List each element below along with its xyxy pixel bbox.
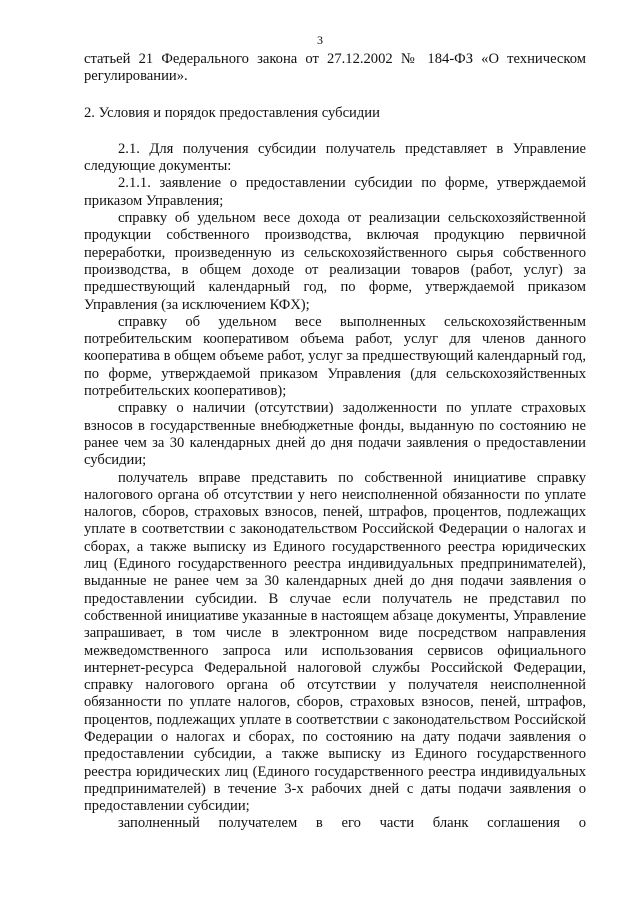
paragraph-income-certificate: справку об удельном весе дохода от реализации сельскохозяйственной продукции собственного производства, включая продукцию первичной переработки, произведенную из сельскохозяйственного сырья собственного производства, в общем доходе от реализации товаров (работ, услуг) за предшествующий календарный год, по форме, утверждаемой приказом Управления (за исключением КФХ); — [84, 210, 586, 313]
paragraph-2-1: 2.1. Для получения субсидии получатель представляет в Управление следующие документы: — [84, 140, 586, 175]
paragraph-tax-certificate: получатель вправе представить по собственной инициативе справку налогового органа об отсутствии у него неисполненной обязанности по уплате налогов, сборов, страховых взносов, пеней, штрафов, процентов, подлежащих уплате в соответствии с законодательством Российской Федерации о налогах и сборах, а также выписку из Единого государственного реестра юридических лиц (Единого государственного реестра индивидуальных предпринимателей), выданные не ранее чем за 30 календарных дней до дня подачи заявления о предоставлении субсидии. В случае если получатель не представил по собственной инициативе указанные в настоящем абзаце документы, Управление запрашивает, в том числе в электронном виде посредством направления межведомственного запроса или использования сервисов официального интернет-ресурса Федеральной налоговой службы Российской Федерации, справку налогового органа об отсутствии у получателя неисполненной обязанности по уплате налогов, сборов, страховых взносов, пеней, штрафов, процентов, подлежащих уплате в соответствии с законодательством Российской Федерации о налогах и сборах, по состоянию на дату подачи заявления о предоставлении субсидии, а также выписку из Единого государственного реестра юридических лиц (Единого государственного реестра индивидуальных предпринимателей) в течение 3-х рабочих дней с даты подачи заявления о предоставлении субсидии; — [84, 469, 586, 815]
paragraph-agreement-form: заполненный получателем в его части бланк соглашения о — [118, 815, 586, 832]
intro-paragraph: статьей 21 Федерального закона от 27.12.2002 № 184-ФЗ «О техническом регулировании». — [84, 51, 586, 85]
paragraph-2-1-1: 2.1.1. заявление о предоставлении субсидии по форме, утверждаемой приказом Управления; — [84, 175, 586, 209]
section-heading: 2. Условия и порядок предоставления субсидии — [84, 104, 380, 121]
document-body — [84, 51, 586, 833]
page-number: 3 — [317, 33, 323, 47]
paragraph-cooperative-certificate: справку об удельном весе выполненных сельскохозяйственным потребительским кооперативом объема работ, услуг для членов данного кооператива в общем объеме работ, услуг за предшествующий календарный год, по форме, утверждаемой приказом Управления (для сельскохозяйственных потребительских кооперативов); — [84, 313, 586, 400]
paragraph-debt-certificate: справку о наличии (отсутствии) задолженности по уплате страховых взносов в государственные внебюджетные фонды, выданную по состоянию не ранее чем за 30 календарных дней до дня подачи заявления о предоставлении субсидии; — [84, 400, 586, 469]
